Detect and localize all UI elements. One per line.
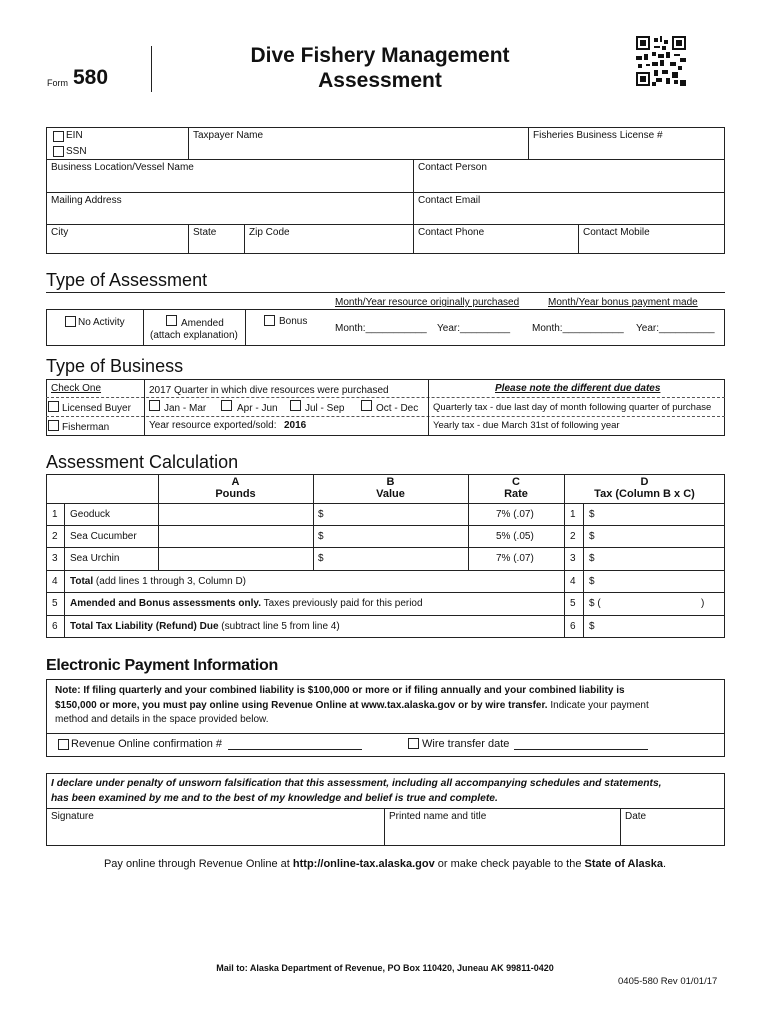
licensed-buyer-label: Licensed Buyer	[62, 403, 131, 414]
business-location-field[interactable]: Business Location/Vessel Name	[51, 162, 194, 173]
col-a-letter: A	[231, 476, 240, 488]
col-b-name: Value	[376, 488, 405, 500]
q2-checkbox[interactable]	[221, 400, 232, 411]
row-number: 2	[570, 531, 576, 542]
quarterly-tax-note: Quarterly tax - due last day of month following quarter of purchase	[433, 402, 712, 413]
contact-person-field[interactable]: Contact Person	[418, 162, 487, 173]
licensed-buyer-checkbox[interactable]	[48, 401, 59, 412]
check-one-label: Check One	[51, 383, 102, 394]
row-label: Geoduck	[70, 509, 111, 520]
amended-label: Amended and Bonus assessments only.	[70, 598, 261, 609]
revenue-online-link[interactable]: http://online-tax.alaska.gov	[292, 858, 435, 870]
row-number: 1	[570, 509, 576, 520]
due-dates-note: Please note the different due dates	[495, 383, 661, 394]
liability-note: (subtract line 5 from line 4)	[218, 621, 340, 632]
taxpayer-name-field[interactable]: Taxpayer Name	[193, 130, 264, 141]
no-activity-label: No Activity	[78, 317, 125, 328]
no-activity-checkbox[interactable]	[65, 316, 76, 327]
license-field[interactable]: Fisheries Business License #	[533, 130, 663, 141]
q2-label: Apr - Jun	[237, 403, 278, 414]
row-number: 6	[52, 621, 58, 632]
value-field[interactable]: $	[318, 509, 324, 520]
close-paren: )	[701, 598, 705, 609]
form-title-line2: Assessment	[318, 69, 442, 92]
payment-note-line1: Note: If filing quarterly and your combined liability is $100,000 or more or if filing annually and your combined liability is	[55, 685, 625, 696]
row-number: 5	[570, 598, 576, 609]
row-number: 6	[570, 621, 576, 632]
q3-checkbox[interactable]	[290, 400, 301, 411]
calculation-heading: Assessment Calculation	[46, 452, 239, 472]
fisherman-label: Fisherman	[62, 422, 110, 433]
liability-tax-field[interactable]: $	[589, 621, 595, 632]
declaration-line1: I declare under penalty of unsworn falsification that this assessment, including all accompanying schedules and statements,	[51, 778, 662, 789]
tax-field[interactable]: $	[589, 553, 595, 564]
col-d-letter: D	[640, 476, 649, 488]
mailing-address-field[interactable]: Mailing Address	[51, 195, 122, 206]
pay-online-line	[0, 858, 770, 870]
orig-purchased-label: Month/Year resource originally purchased	[335, 297, 520, 308]
row-label: Sea Urchin	[70, 553, 120, 564]
business-type-heading: Type of Business	[46, 356, 184, 376]
city-field[interactable]: City	[51, 227, 69, 238]
total-label: Total	[70, 576, 94, 587]
wire-transfer-label: Wire transfer date	[422, 738, 510, 750]
amended-note: (attach explanation)	[150, 330, 238, 341]
state-field[interactable]: State	[193, 227, 217, 238]
year-exported-value[interactable]: 2016	[284, 420, 307, 431]
revenue-online-checkbox[interactable]	[58, 739, 69, 750]
assessment-type-heading: Type of Assessment	[46, 270, 208, 290]
wire-transfer-input[interactable]	[514, 749, 648, 750]
bonus-paid-label: Month/Year bonus payment made	[548, 297, 698, 308]
wire-transfer-checkbox[interactable]	[408, 738, 419, 749]
col-b-letter: B	[386, 476, 395, 488]
payment-note-line2: $150,000 or more, you must pay online using Revenue Online at www.tax.alaska.gov or by wire transfer.	[55, 700, 548, 711]
ssn-checkbox[interactable]	[53, 146, 64, 157]
contact-phone-field[interactable]: Contact Phone	[418, 227, 485, 238]
form-revision: 0405-580 Rev 01/01/17	[618, 976, 718, 987]
payee-name: State of Alaska	[584, 858, 663, 870]
year-exported-label: Year resource exported/sold:	[149, 420, 277, 431]
contact-email-field[interactable]: Contact Email	[418, 195, 481, 206]
quarter-label: 2017 Quarter in which dive resources were purchased	[149, 385, 389, 396]
bonus-checkbox[interactable]	[264, 315, 275, 326]
form-title-line1: Dive Fishery Management	[250, 44, 510, 67]
col-c-name: Rate	[504, 488, 528, 500]
ein-checkbox[interactable]	[53, 131, 64, 142]
bonus-year-field[interactable]: Year:__________	[636, 323, 715, 334]
bonus-label: Bonus	[279, 316, 308, 327]
total-note: (add lines 1 through 3, Column D)	[93, 576, 247, 587]
mail-to-address: Mail to: Alaska Department of Revenue, PO Box 110420, Juneau AK 99811-0420	[216, 963, 554, 973]
row-number: 5	[52, 598, 58, 609]
pay-online-text: Pay online through Revenue Online at	[103, 858, 293, 870]
row-number: 2	[52, 531, 58, 542]
revenue-online-label: Revenue Online confirmation #	[71, 738, 223, 750]
header-divider	[151, 46, 152, 92]
pay-online-text-2: or make check payable to the	[434, 858, 585, 870]
payment-note-line2-plain: Indicate your payment	[547, 700, 649, 711]
yearly-tax-note: Yearly tax - due March 31st of following year	[433, 420, 620, 431]
col-c-letter: C	[512, 476, 520, 488]
declaration-line2: has been examined by me and to the best of my knowledge and belief is true and complete.	[51, 793, 498, 804]
col-a-name: Pounds	[215, 488, 256, 500]
row-number: 4	[570, 576, 576, 587]
revenue-online-input[interactable]	[228, 749, 362, 750]
q3-label: Jul - Sep	[305, 403, 345, 414]
tax-field[interactable]: $	[589, 531, 595, 542]
orig-month-field[interactable]: Month:___________	[335, 323, 427, 334]
bonus-month-field[interactable]: Month:___________	[532, 323, 624, 334]
row-number: 3	[570, 553, 576, 564]
printed-name-field[interactable]: Printed name and title	[389, 811, 487, 822]
ssn-label: SSN	[66, 146, 87, 157]
form-number: 580	[73, 66, 109, 89]
qr-code-icon	[636, 36, 686, 86]
row-number: 3	[52, 553, 58, 564]
zip-field[interactable]: Zip Code	[249, 227, 290, 238]
tax-field[interactable]: $	[589, 509, 595, 520]
value-field[interactable]: $	[318, 531, 324, 542]
payment-heading: Electronic Payment Information	[46, 657, 278, 674]
amended-label: Amended	[181, 318, 224, 329]
contact-mobile-field[interactable]: Contact Mobile	[583, 227, 650, 238]
signature-field[interactable]: Signature	[51, 811, 94, 822]
amended-tax-field[interactable]: $ (	[589, 598, 601, 609]
rate-value: 7% (.07)	[496, 553, 534, 564]
orig-year-field[interactable]: Year:_________	[437, 323, 511, 334]
q1-checkbox[interactable]	[149, 400, 160, 411]
q1-label: Jan - Mar	[164, 403, 207, 414]
q4-label: Oct - Dec	[376, 403, 419, 414]
form-word: Form	[47, 78, 68, 88]
rate-value: 5% (.05)	[496, 531, 534, 542]
q4-checkbox[interactable]	[361, 400, 372, 411]
amended-note: Taxes previously paid for this period	[260, 598, 423, 609]
rate-value: 7% (.07)	[496, 509, 534, 520]
value-field[interactable]: $	[318, 553, 324, 564]
row-number: 4	[52, 576, 58, 587]
row-label: Sea Cucumber	[70, 531, 137, 542]
fisherman-checkbox[interactable]	[48, 420, 59, 431]
date-field[interactable]: Date	[625, 811, 647, 822]
liability-label: Total Tax Liability (Refund) Due	[70, 621, 219, 632]
payment-note-line3: method and details in the space provided below.	[55, 714, 269, 725]
row-number: 1	[52, 509, 58, 520]
pay-online-end: .	[663, 858, 667, 870]
amended-checkbox[interactable]	[166, 315, 177, 326]
ein-label: EIN	[66, 130, 83, 141]
total-tax-field[interactable]: $	[589, 576, 595, 587]
col-d-name: Tax (Column B x C)	[594, 488, 695, 500]
